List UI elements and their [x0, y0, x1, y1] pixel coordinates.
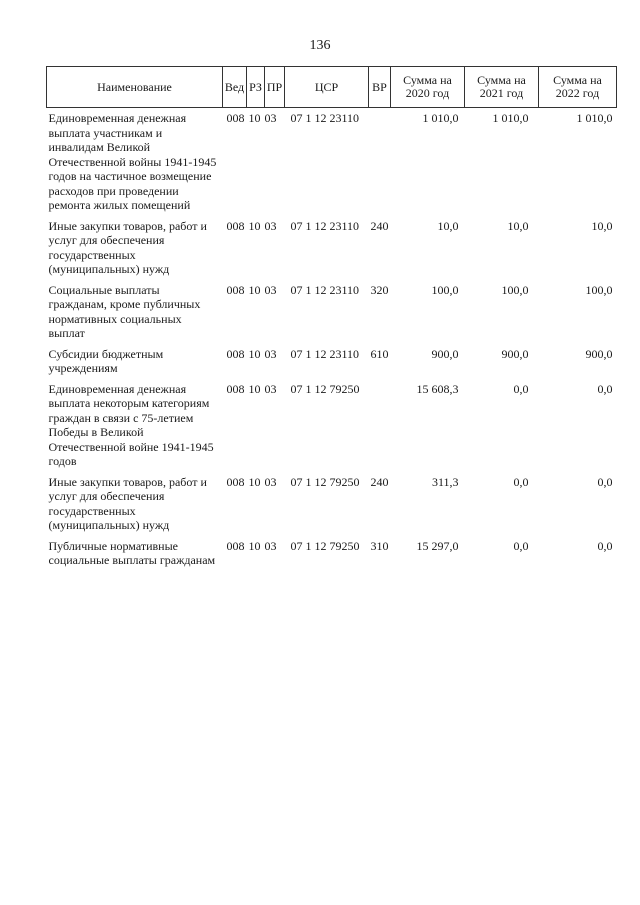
table-row	[47, 108, 617, 217]
row-pr: 03	[264, 218, 277, 233]
row-name: Публичные нормативные социальные выплаты гражданам	[48, 538, 216, 567]
row-pr: 03	[264, 381, 277, 396]
row-sum-2022: 900,0	[585, 346, 613, 361]
table-row	[47, 217, 617, 281]
row-name: Единовременная денежная выплата участникам и инвалидам Великой Отечественной войны 1941-1945 годов на частичное возмещение расходов при проведении ремонта жилых помещений	[48, 111, 217, 212]
row-ved: 008	[226, 346, 245, 361]
header-vr: ВР	[369, 67, 391, 108]
row-sum-2022: 0,0	[597, 474, 613, 489]
row-pr: 03	[264, 282, 277, 297]
row-sum-2020: 900,0	[431, 346, 459, 361]
row-name: Иные закупки товаров, работ и услуг для обеспечения государственных (муниципальных) нужд	[48, 474, 207, 532]
table-row	[47, 345, 617, 380]
table-row	[47, 537, 617, 572]
header-csr: ЦСР	[285, 67, 369, 108]
row-sum-2020: 311,3	[431, 474, 459, 489]
table-row	[47, 473, 617, 537]
row-sum-2021: 0,0	[513, 381, 529, 396]
row-csr: 07 1 12 23110	[290, 282, 360, 297]
row-vr	[369, 380, 391, 473]
header-pr: ПР	[265, 67, 285, 108]
row-sum-2022: 0,0	[597, 381, 613, 396]
row-sum-2020: 100,0	[431, 282, 459, 297]
row-rz: 10	[248, 538, 261, 553]
row-vr: 240	[370, 218, 389, 233]
header-ved: Вед	[223, 67, 247, 108]
row-ved: 008	[226, 381, 245, 396]
row-sum-2022: 10,0	[591, 218, 613, 233]
row-sum-2022: 0,0	[597, 538, 613, 553]
row-sum-2021: 1 010,0	[492, 111, 529, 125]
row-sum-2020: 15 608,3	[416, 381, 459, 396]
row-ved: 008	[226, 111, 245, 125]
row-pr: 03	[264, 111, 277, 125]
row-sum-2020: 1 010,0	[422, 111, 459, 125]
row-vr: 610	[370, 346, 389, 361]
row-sum-2020: 15 297,0	[416, 538, 459, 553]
row-sum-2021: 0,0	[513, 474, 529, 489]
row-rz: 10	[248, 381, 261, 396]
header-rz: РЗ	[247, 67, 265, 108]
row-csr: 07 1 12 79250	[290, 474, 360, 489]
header-sum-2022: Сумма на 2022 год	[539, 67, 617, 108]
row-sum-2020: 10,0	[437, 218, 459, 233]
row-rz: 10	[248, 282, 261, 297]
table-row	[47, 281, 617, 345]
row-rz: 10	[248, 218, 261, 233]
row-vr: 320	[370, 282, 389, 297]
row-pr: 03	[264, 346, 277, 361]
row-sum-2022: 100,0	[585, 282, 613, 297]
row-name: Социальные выплаты гражданам, кроме публичных нормативных социальных выплат	[48, 282, 201, 340]
row-csr: 07 1 12 23110	[290, 111, 360, 125]
row-ved: 008	[226, 474, 245, 489]
row-sum-2021: 900,0	[501, 346, 529, 361]
budget-table	[46, 66, 617, 572]
table-header-row	[47, 67, 617, 108]
row-sum-2022: 1 010,0	[576, 111, 613, 125]
header-sum-2021: Сумма на 2021 год	[465, 67, 539, 108]
row-rz: 10	[248, 346, 261, 361]
row-vr: 310	[370, 538, 389, 553]
row-ved: 008	[226, 282, 245, 297]
header-sum-2020: Сумма на 2020 год	[391, 67, 465, 108]
row-sum-2021: 0,0	[513, 538, 529, 553]
row-csr: 07 1 12 79250	[290, 381, 360, 396]
row-vr	[369, 108, 391, 217]
row-vr: 240	[370, 474, 389, 489]
row-pr: 03	[264, 474, 277, 489]
row-ved: 008	[226, 218, 245, 233]
row-pr: 03	[264, 538, 277, 553]
page-number: 136	[309, 38, 331, 53]
row-name: Субсидии бюджетным учреждениям	[48, 346, 164, 375]
row-rz: 10	[248, 111, 261, 125]
row-rz: 10	[248, 474, 261, 489]
row-name: Единовременная денежная выплата некоторым категориям граждан в связи с 75-летием Победы в Великой Отечественной войне 1941-1945 годов	[48, 381, 214, 468]
row-sum-2021: 10,0	[507, 218, 529, 233]
header-name: Наименование	[47, 67, 223, 108]
row-csr: 07 1 12 79250	[290, 538, 360, 553]
table-row	[47, 380, 617, 473]
row-ved: 008	[226, 538, 245, 553]
row-csr: 07 1 12 23110	[290, 346, 360, 361]
row-csr: 07 1 12 23110	[290, 218, 360, 233]
row-name: Иные закупки товаров, работ и услуг для обеспечения государственных (муниципальных) нужд	[48, 218, 207, 276]
row-sum-2021: 100,0	[501, 282, 529, 297]
